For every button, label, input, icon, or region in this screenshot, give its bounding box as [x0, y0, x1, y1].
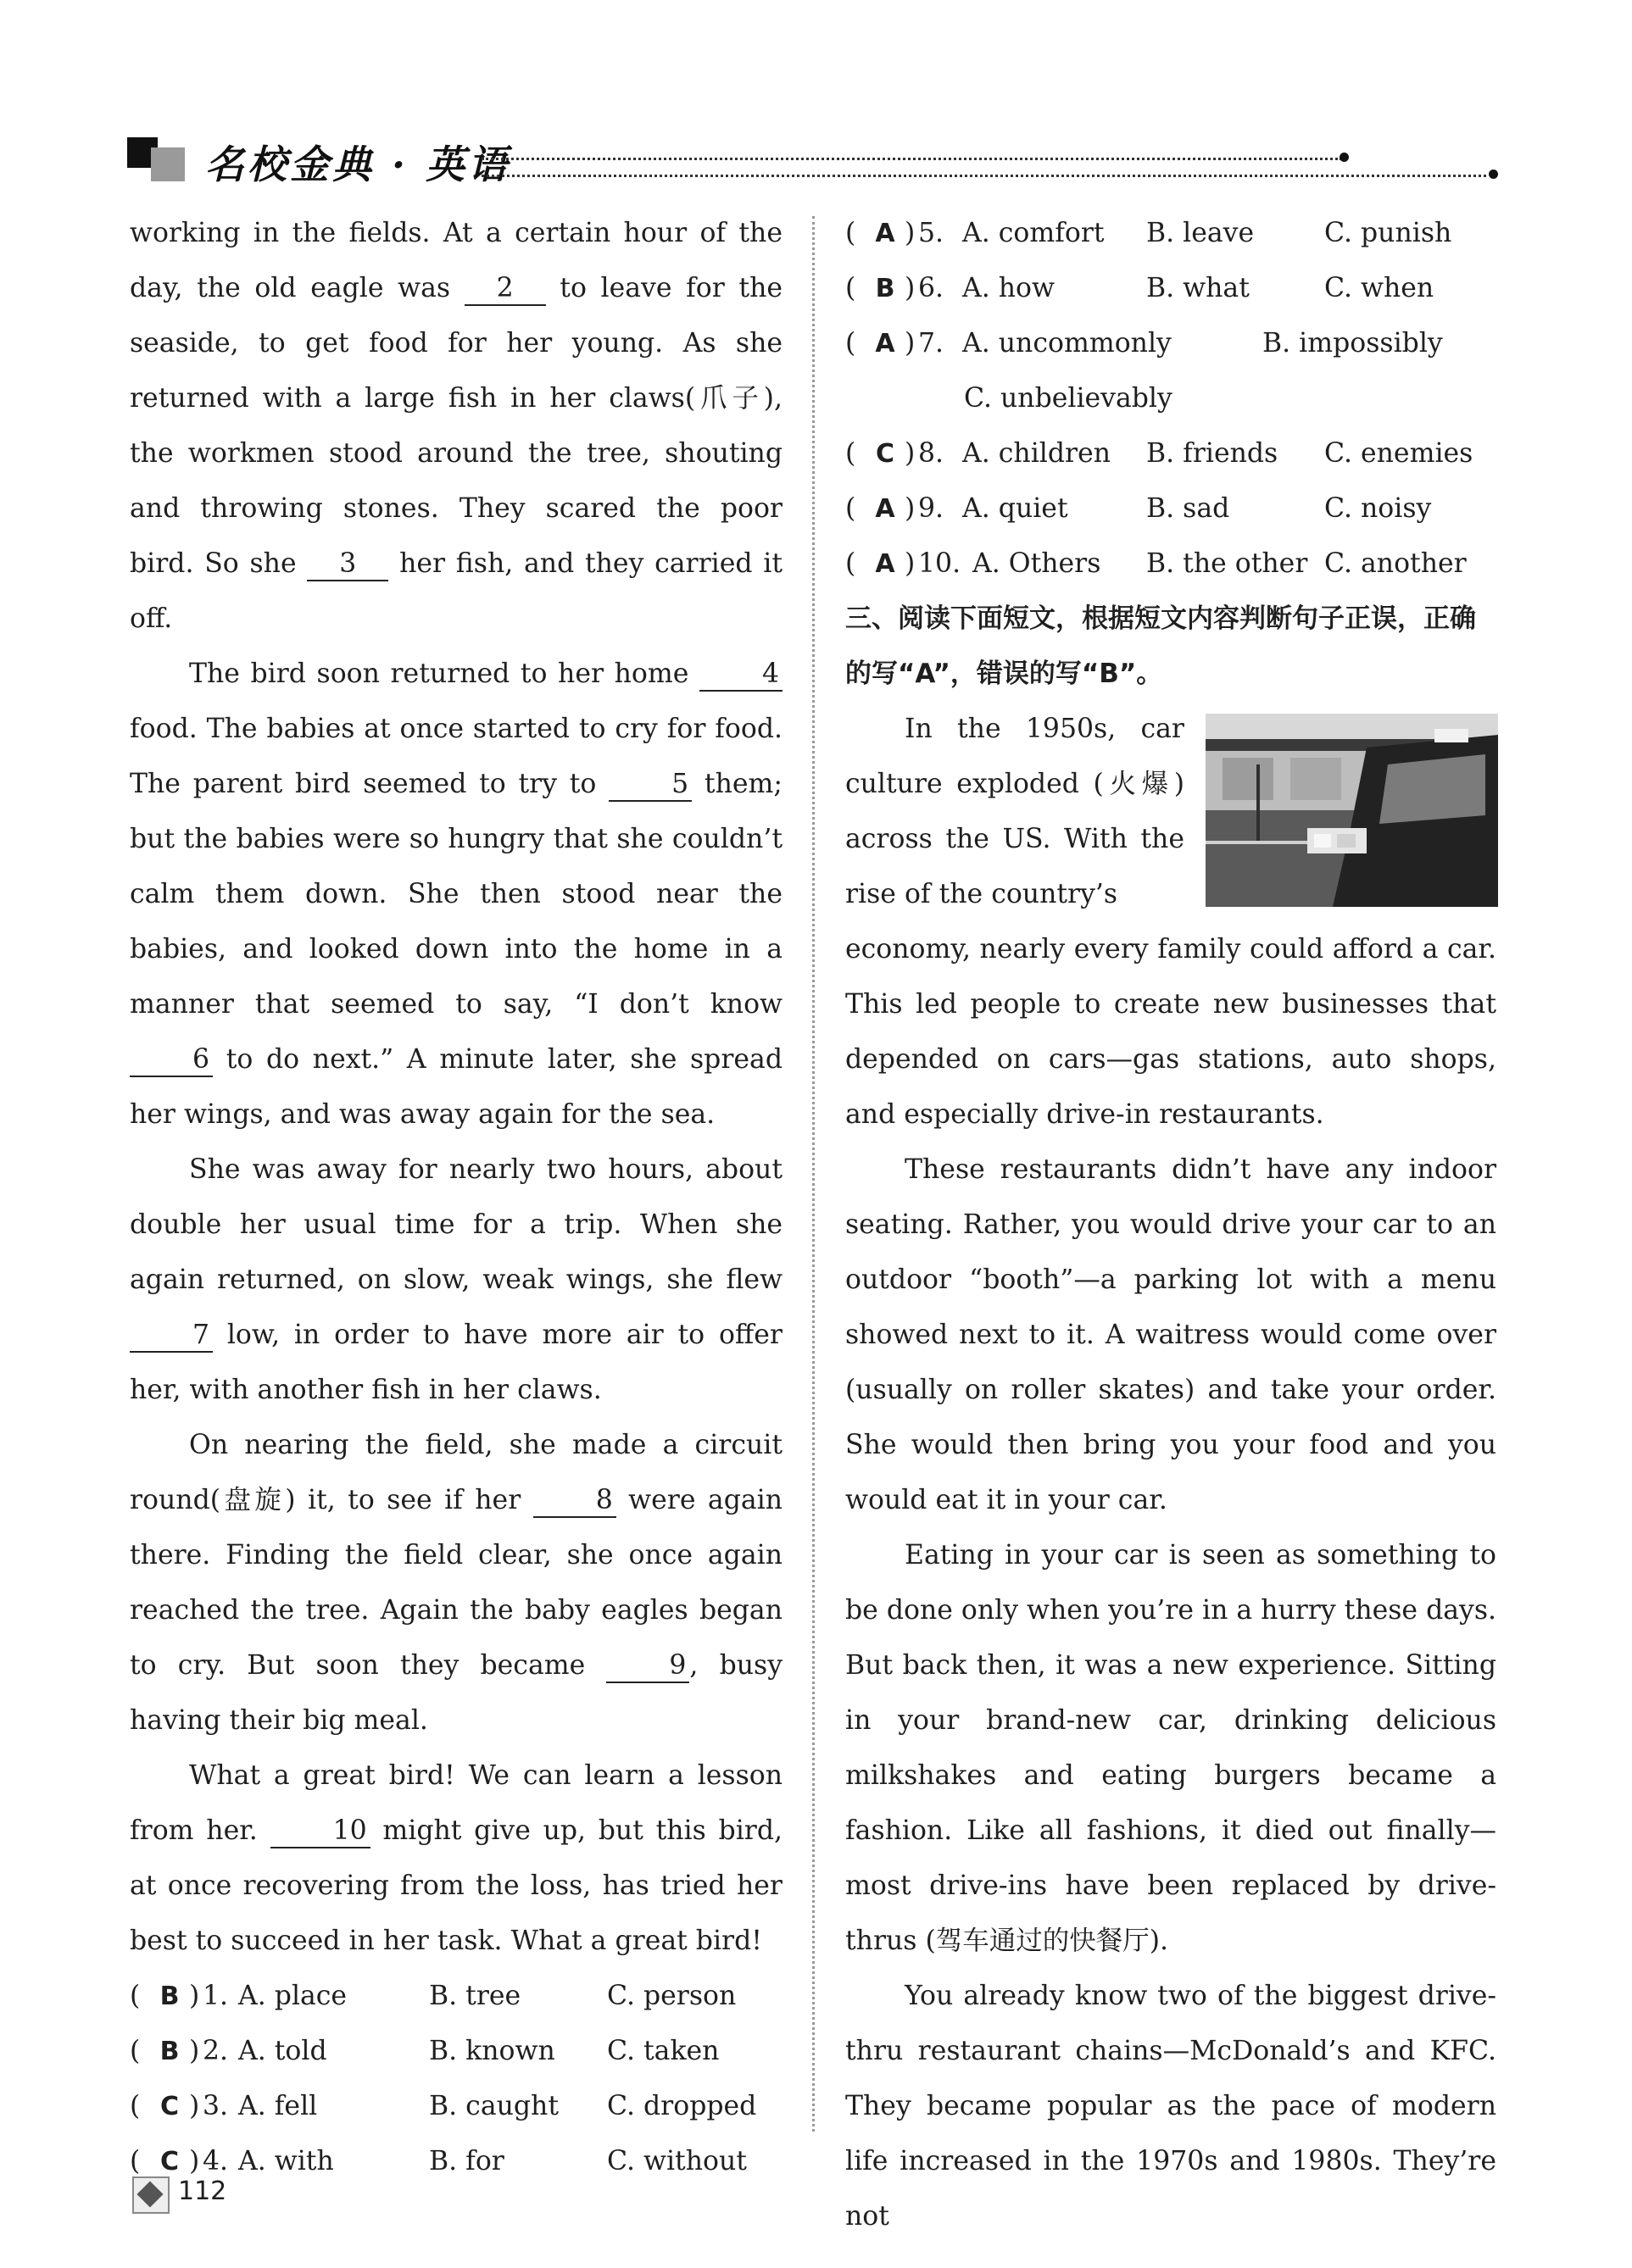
blank-6: 6: [130, 1043, 213, 1077]
answer-1: B: [159, 1982, 180, 2011]
blank-4: 4: [699, 658, 783, 692]
option-b: B. what: [1146, 273, 1250, 303]
option-b: B. leave: [1146, 218, 1255, 248]
question-number: 7.: [918, 328, 944, 359]
question-3: ( C ) 3. A. fell B. caught C. dropped: [130, 2079, 783, 2134]
text-run: were again there. Finding the field clear, she once again reached the tree. Again the baby eagles began to cry. But soon they became: [130, 1485, 783, 1681]
text-run: , busy having their big meal.: [130, 1650, 783, 1736]
passage-paragraph-1: [130, 206, 783, 647]
article-paragraph-1a: In the 1950s, car culture exploded (火爆) across the US. With the rise of the country’s: [845, 714, 1184, 909]
question-number: 10.: [918, 548, 961, 579]
passage-paragraph-3: [130, 1142, 783, 1418]
option-a: A. Others: [972, 548, 1101, 579]
text-run: them; but the babies were so hungry that she couldn’t calm them down. She then stood near the babies, and looked down into the home in a manner that seemed to say, “I don’t know: [130, 769, 783, 1020]
text-run: low, in order to have more air to offer her, with another fish in her claws.: [130, 1320, 783, 1405]
header-dot: [1340, 153, 1349, 162]
passage-paragraph-2: [130, 647, 783, 1142]
column-divider: [812, 216, 815, 2132]
question-1: ( B ) 1. A. place B. tree C. person: [130, 1969, 783, 2024]
question-number: 8.: [918, 438, 944, 469]
option-b: B. caught: [429, 2091, 559, 2121]
diamond-icon: [132, 2176, 170, 2214]
page-header: [127, 127, 1501, 195]
option-c: C. another: [1324, 548, 1467, 579]
question-number: 5.: [918, 218, 944, 248]
option-b: B. known: [429, 2036, 555, 2066]
blank-5: 5: [609, 768, 692, 802]
option-b: B. impossibly: [1262, 328, 1443, 359]
option-c: C. taken: [607, 2036, 720, 2066]
text-run: might give up, but this bird, at once recovering from the loss, has tried her best to succeed in her task. What a great bird!: [130, 1815, 783, 1956]
question-number: 2.: [203, 2036, 229, 2066]
option-c: C. when: [1324, 273, 1434, 303]
article-paragraph-2: These restaurants didn’t have any indoor seating. Rather, you would drive your car to an outdoor “booth”—a parking lot with a menu showed next to it. A waitress would come over (usually on roller skates) and take your order. She would then bring you your food and you would eat it in your car.: [845, 1154, 1496, 1515]
option-a: A. told: [238, 2036, 327, 2066]
question-4: ( C ) 4. A. with B. for C. without: [130, 2134, 783, 2189]
text-run: What a great bird! We can learn a lesson from her.: [130, 1760, 783, 1846]
option-c: C. person: [607, 1981, 737, 2011]
right-column: [845, 206, 1496, 2244]
question-9: ( A ) 9. A. quiet B. sad C. noisy: [845, 481, 1496, 536]
option-b: B. for: [429, 2146, 504, 2176]
option-c: C. dropped: [607, 2091, 757, 2121]
option-a: A. uncommonly: [962, 328, 1172, 359]
option-a: A. fell: [238, 2091, 318, 2121]
answer-9: A: [875, 494, 895, 524]
text-run: to leave for the seaside, to get food for her young. As she returned with a large fish in her claws(爪子), the workmen stood around the tree, shouting and throwing stones. They scared the poor bird. So she: [130, 273, 783, 579]
page-number: 112: [178, 2176, 227, 2206]
answer-3: C: [159, 2092, 180, 2121]
question-number: 1.: [203, 1981, 229, 2011]
blank-9: 9: [606, 1649, 689, 1683]
option-b: B. sad: [1146, 493, 1230, 524]
article-paragraph-3: Eating in your car is seen as something to be done only when you’re in a hurry these days. But back then, it was a new experience. Sitting in your brand-new car, drinking delicious milkshakes and eating burgers became a fashion. Like all fashions, it died out finally—most drive-ins have been replaced by drive-thrus (驾车通过的快餐厅).: [845, 1540, 1496, 1956]
answer-7: A: [875, 329, 895, 359]
drive-in-photo-illustration: [1206, 714, 1498, 907]
text-run: On nearing the field, she made a circuit round(盘旋) it, to see if her: [130, 1430, 783, 1515]
option-c: C. without: [607, 2146, 747, 2176]
text-run: working in the fields. At a certain hour of the day, the old eagle was: [130, 218, 783, 303]
question-number: 9.: [918, 493, 944, 524]
passage-paragraph-5: [130, 1748, 783, 1969]
text-run: her fish, and they carried it off.: [130, 548, 783, 634]
blank-2: 2: [465, 272, 546, 306]
logo-grey-square: [151, 147, 185, 181]
option-b: B. the other: [1146, 548, 1308, 579]
option-b: B. friends: [1146, 438, 1278, 469]
question-7-line-2: [845, 371, 1496, 426]
question-6: ( B ) 6. A. how B. what C. when: [845, 261, 1496, 316]
option-b: B. tree: [429, 1981, 521, 2011]
question-8: ( C ) 8. A. children B. friends C. enemies: [845, 426, 1496, 481]
question-5: ( A ) 5. A. comfort B. leave C. punish: [845, 206, 1496, 261]
text-run: food. The babies at once started to cry for food. The parent bird seemed to try to: [130, 714, 783, 799]
section-3-heading: 三、阅读下面短文，根据短文内容判断句子正误，正确的写“A”，错误的写“B”。: [845, 603, 1476, 689]
blank-10: 10: [270, 1815, 370, 1848]
passage-paragraph-4: [130, 1418, 783, 1748]
option-c: C. noisy: [1324, 493, 1432, 524]
option-c: C. enemies: [1324, 438, 1473, 469]
answer-2: B: [159, 2037, 180, 2066]
question-number: 6.: [918, 273, 944, 303]
option-a: A. with: [238, 2146, 334, 2176]
option-a: A. children: [962, 438, 1111, 469]
option-c: C. unbelievably: [964, 383, 1172, 414]
question-7: ( A ) 7. A. uncommonly B. impossibly: [845, 316, 1496, 371]
drive-in-photo: [1206, 714, 1498, 907]
text-run: to do next.” A minute later, she spread her wings, and was away again for the sea.: [130, 1044, 783, 1130]
option-a: A. place: [238, 1981, 348, 2011]
left-column: [130, 206, 783, 2189]
answer-8: C: [875, 439, 895, 469]
answer-5: A: [875, 219, 895, 248]
option-a: A. comfort: [962, 218, 1105, 248]
question-10: ( A ) 10. A. Others B. the other C. another: [845, 536, 1496, 592]
answer-6: B: [875, 274, 895, 303]
blank-7: 7: [130, 1319, 213, 1353]
option-c: C. punish: [1324, 218, 1452, 248]
header-dotted-rule: [482, 158, 1342, 160]
answer-4: C: [159, 2147, 180, 2176]
series-title: 名校金典 · 英语: [205, 142, 511, 187]
article-paragraph-1b: economy, nearly every family could afford a car. This led people to create new businesses that depended on cars—gas stations, auto shops, and especially drive-in restaurants.: [845, 934, 1496, 1130]
blank-8: 8: [533, 1484, 616, 1518]
header-dotted-rule-lower: [482, 175, 1486, 177]
blank-3: 3: [307, 548, 388, 581]
option-a: A. how: [962, 273, 1055, 303]
question-number: 4.: [203, 2146, 229, 2176]
answer-10: A: [875, 549, 895, 579]
article-paragraph-4: You already know two of the biggest drive-thru restaurant chains—McDonald’s and KFC. They became popular as the pace of modern life increased in the 1970s and 1980s. They’re not: [845, 1981, 1496, 2232]
option-a: A. quiet: [962, 493, 1068, 524]
header-dot-lower: [1489, 170, 1498, 179]
question-2: ( B ) 2. A. told B. known C. taken: [130, 2024, 783, 2079]
text-run: She was away for nearly two hours, about double her usual time for a trip. When she again returned, on slow, weak wings, she flew: [130, 1154, 783, 1295]
text-run: The bird soon returned to her home: [189, 659, 699, 689]
question-number: 3.: [203, 2091, 229, 2121]
